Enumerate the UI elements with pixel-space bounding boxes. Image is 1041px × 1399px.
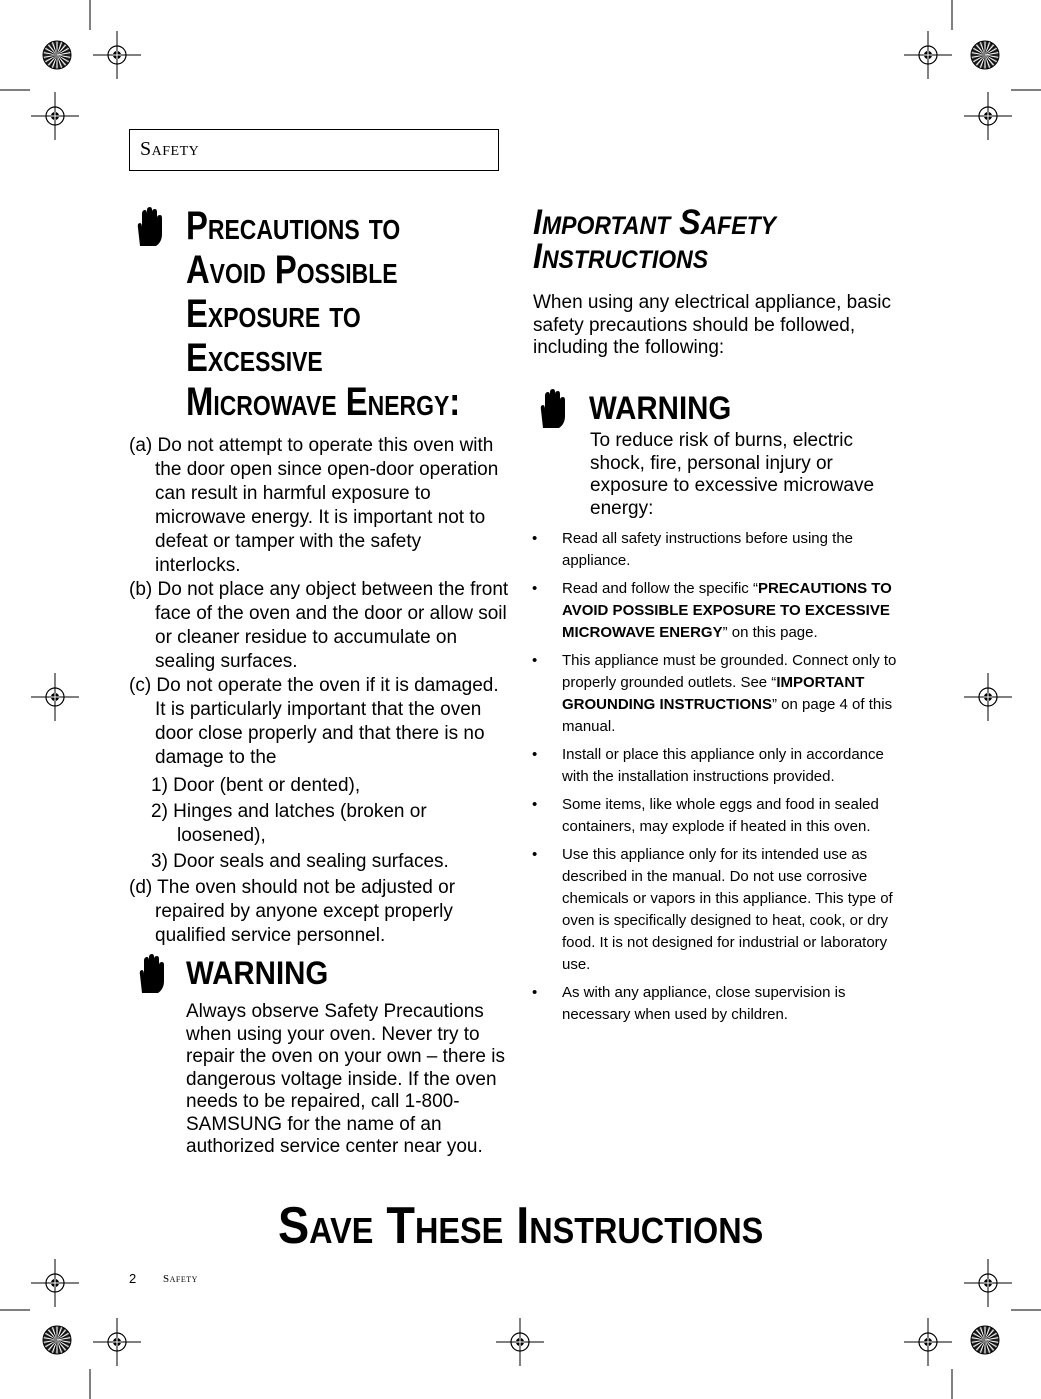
hand-stop-icon [136,953,166,995]
safety-bullet [532,844,912,976]
banner-text: Save These Instructions [277,1197,764,1255]
damage-subitem-3: 3) Door seals and sealing surfaces. [151,851,449,872]
hand-stop-icon [537,388,567,430]
precaution-item-a: (a) Do not attempt to operate this oven with the door open since open-door operation can result in harmful exposure to microwave energy. It is important not to defeat or tamper with the safety interlocks. [129,435,499,576]
bullet-bold-text: PRECAUTIONS TO AVOID POSSIBLE EXPOSURE TO EXCESSIVE MICROWAVE ENERGY [562,580,892,641]
bullet-text: ” on this page. [722,624,818,641]
safety-bullet [532,794,912,838]
bullet-bold-text: IMPORTANT GROUNDING INSTRUCTIONS [562,674,865,713]
safety-bullet [532,982,912,1026]
bullet-text: Read and follow the specific “ [562,580,758,597]
section-header-box [129,129,499,171]
safety-bullet [532,650,912,738]
left-warning-title: WARNING [186,955,329,991]
right-warning-body: To reduce risk of burns, electric shock, fire, personal injury or exposure to excessive microwave energy: [590,430,875,519]
hand-stop-icon [134,206,164,248]
bullet-text: Install or place this appliance only in accordance with the installation instructions provided. [562,746,884,785]
intro-paragraph: When using any electrical appliance, basic safety precautions should be followed, including the following: [533,292,892,358]
safety-bullet [532,528,912,572]
precautions-list [129,434,509,948]
title-line: Excessive [186,336,323,380]
precaution-item-c: (c) Do not operate the oven if it is damaged. It is particularly important that the oven door close properly and that there is no damage to the [129,675,499,768]
title-line: Microwave Energy: [186,380,461,424]
important-safety-title [533,203,776,276]
bullet-text: Use this appliance only for its intended use as described in the manual. Do not use corrosive chemicals or vapors in this appliance. This type of oven is specifically designed to heat, cook, or dry food. It is not designed for industrial or laboratory use. [562,846,893,973]
right-warning-title: WARNING [589,390,732,426]
title-line: Exposure to [186,292,361,336]
section-header-title: Safety [140,138,200,160]
bullet-text: Read all safety instructions before using the appliance. [562,530,853,569]
footer-section-label: Safety [163,1273,198,1285]
save-instructions-banner [0,1196,1041,1256]
title-line: Avoid Possible [186,248,398,292]
page-number: 2 [129,1271,137,1286]
precautions-title [186,204,461,424]
title-line: Precautions to [186,204,401,248]
safety-bullet [532,578,912,644]
safety-bullet-list [532,528,912,1032]
title-line: Important Safety [533,203,776,242]
damage-subitem-1: 1) Door (bent or dented), [151,775,361,796]
safety-bullet [532,744,912,788]
bullet-text: As with any appliance, close supervision is necessary when used by children. [562,984,846,1023]
bullet-text: Some items, like whole eggs and food in sealed containers, may explode if heated in this oven. [562,796,879,835]
bullet-text: This appliance must be grounded. Connect only to properly grounded outlets. See “ [562,652,897,691]
damage-subitem-2: 2) Hinges and latches (broken or loosened), [151,801,427,846]
precaution-item-d: (d) The oven should not be adjusted or repaired by anyone except properly qualified service personnel. [129,877,456,946]
precaution-item-b: (b) Do not place any object between the front face of the oven and the door or allow soil or cleaner residue to accumulate on sealing surfaces. [129,579,509,672]
left-warning-body: Always observe Safety Precautions when using your oven. Never try to repair the oven on your own – there is dangerous voltage inside. If the oven needs to be repaired, call 1-800-SAMSUNG for the name of an authorized service center near you. [186,1001,505,1157]
title-line: Instructions [533,237,709,276]
bullet-text: ” on page 4 of this manual. [562,696,893,735]
